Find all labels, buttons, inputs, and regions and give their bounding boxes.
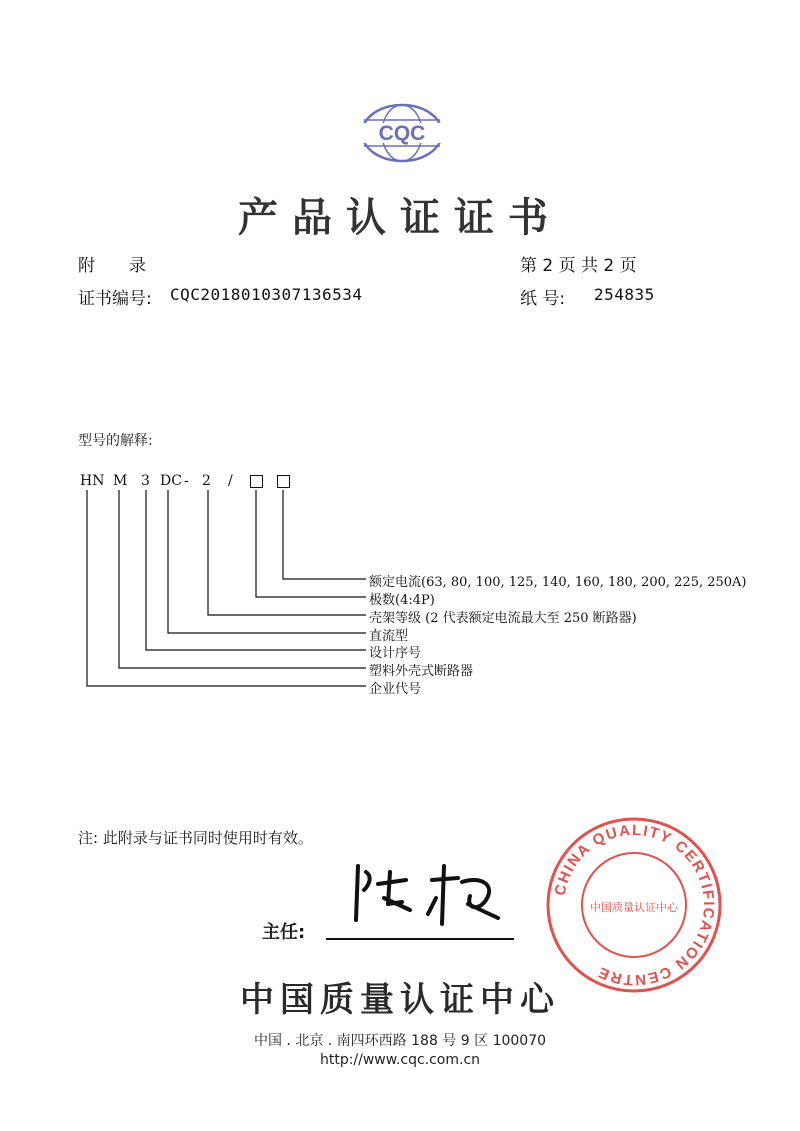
paper-no-label: 纸 号: xyxy=(520,289,566,309)
code-part-dc: DC xyxy=(160,473,182,489)
signature xyxy=(340,858,510,930)
exp-design-no: 设计序号 xyxy=(369,646,422,661)
code-part-slash: / xyxy=(228,473,233,489)
code-part-dash: - xyxy=(184,473,189,489)
code-part-m: M xyxy=(113,473,128,489)
logo-text: CQC xyxy=(378,122,426,145)
model-intro: 型号的解释: xyxy=(78,433,153,449)
appendix-label: 附 录 xyxy=(78,256,146,276)
page-info: 第 2 页 共 2 页 xyxy=(520,256,637,276)
seal-ring-text: CHINA QUALITY CERTIFICATION CENTRE xyxy=(551,821,718,989)
exp-frame-class: 壳架等级 (2 代表额定电流最大至 250 断路器) xyxy=(369,611,637,626)
exp-mccb: 塑料外壳式断路器 xyxy=(369,664,474,679)
footer-url: http://www.cqc.com.cn xyxy=(319,1052,481,1068)
footer-address: 中国 . 北京 . 南四环西路 188 号 9 区 100070 xyxy=(253,1033,547,1049)
exp-poles: 极数(4:4P) xyxy=(369,593,435,608)
code-part-2: 2 xyxy=(202,473,211,489)
director-label: 主任: xyxy=(262,922,306,943)
paper-no-value: 254835 xyxy=(594,285,655,304)
exp-company-code: 企业代号 xyxy=(369,682,422,697)
code-part-3: 3 xyxy=(141,473,150,489)
validity-note: 注: 此附录与证书同时使用时有效。 xyxy=(78,829,313,847)
cert-no-label: 证书编号: xyxy=(78,289,152,309)
exp-rated-current: 额定电流(63, 80, 100, 125, 140, 160, 180, 200, 225, 250A) xyxy=(369,575,747,590)
signature-line xyxy=(326,938,514,940)
cert-no-value: CQC2018010307136534 xyxy=(170,285,363,304)
cqc-seal-stamp xyxy=(544,815,724,995)
seal-inner-text: 中国质量认证中心 xyxy=(590,901,678,914)
code-part-hn: HN xyxy=(80,473,105,489)
certificate-title: 产品认证证书 xyxy=(238,194,562,241)
footer-org-name: 中国质量认证中心 xyxy=(240,980,560,1020)
exp-dc-type: 直流型 xyxy=(369,629,409,644)
